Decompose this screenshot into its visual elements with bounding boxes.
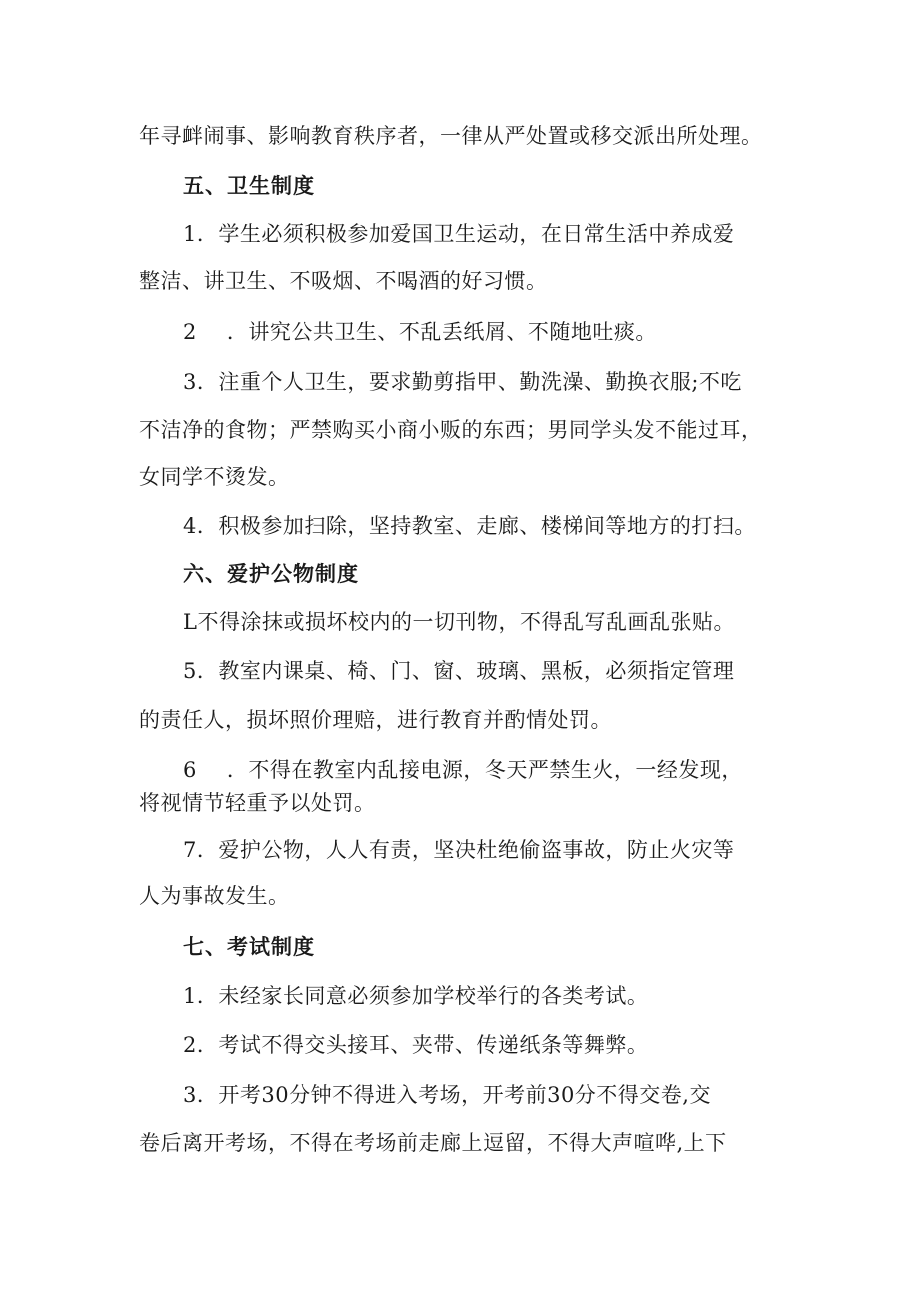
paragraph-line: L不得涂抹或损坏校内的一切刊物，不得乱写乱画乱张贴。 — [183, 610, 735, 634]
paragraph-line: 3．开考30分钟不得进入考场，开考前30分不得交卷,交 — [183, 1083, 711, 1107]
paragraph-line: 4．积极参加扫除，坚持教室、走廊、楼梯间等地方的打扫。 — [183, 514, 756, 538]
paragraph-line: 卷后离开考场，不得在考场前走廊上逗留，不得大声喧哗,上下 — [139, 1131, 727, 1155]
paragraph-line: 不洁净的食物；严禁购买小商小贩的东西；男同学头发不能过耳， — [139, 418, 763, 442]
item-number: 6 — [183, 758, 197, 782]
item-text: ．不得在教室内乱接电源，冬天严禁生火，一经发现， — [226, 758, 743, 782]
paragraph-line: 3．注重个人卫生，要求勤剪指甲、勤洗澡、勤换衣服;不吃 — [183, 370, 742, 394]
paragraph-line: 2．考试不得交头接耳、夹带、传递纸条等舞弊。 — [183, 1033, 649, 1057]
paragraph-line: 5．教室内课桌、椅、门、窗、玻璃、黑板，必须指定管理 — [183, 659, 735, 683]
paragraph-line — [183, 322, 657, 343]
item-text: ．讲究公共卫生、不乱丢纸屑、不随地吐痰。 — [226, 320, 657, 344]
paragraph-line: 年寻衅闹事、影响教育秩序者，一律从严处置或移交派出所处理。 — [139, 124, 763, 148]
paragraph-line: 女同学不烫发。 — [139, 465, 290, 489]
section-heading-hygiene: 五、卫生制度 — [183, 174, 315, 198]
paragraph-line: 1．未经家长同意必须参加学校举行的各类考试。 — [183, 984, 649, 1008]
paragraph-line: 将视情节轻重予以处罚。 — [139, 791, 376, 815]
paragraph-line — [183, 760, 743, 781]
item-number: 2 — [183, 320, 197, 344]
paragraph-line: 人为事故发生。 — [139, 884, 290, 908]
paragraph-line: 7．爱护公物，人人有责，坚决杜绝偷盗事故，防止火灾等 — [183, 838, 735, 862]
paragraph-line: 整洁、讲卫生、不吸烟、不喝酒的好习惯。 — [139, 269, 548, 293]
paragraph-line: 1．学生必须积极参加爱国卫生运动，在日常生活中养成爱 — [183, 222, 735, 246]
section-heading-public-property: 六、爱护公物制度 — [183, 562, 359, 586]
paragraph-line: 的责任人，损坏照价理赔，进行教育并酌情处罚。 — [139, 708, 612, 732]
section-heading-exams: 七、考试制度 — [183, 935, 315, 959]
